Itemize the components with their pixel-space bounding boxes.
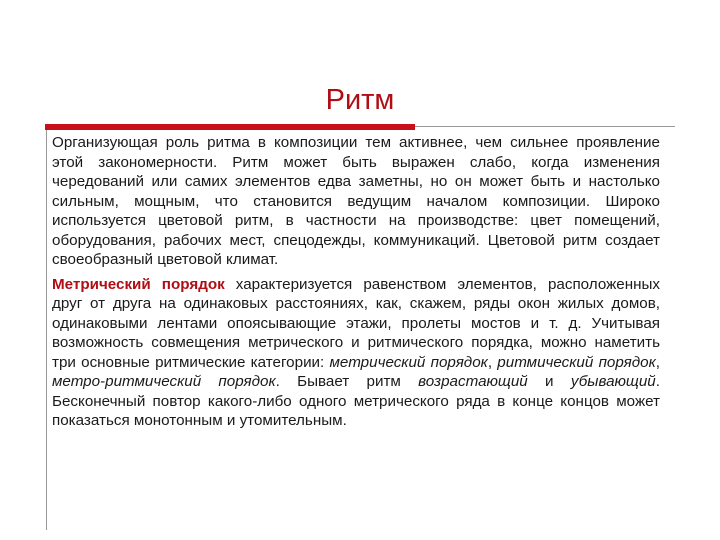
paragraph-text: и <box>527 373 571 390</box>
slide-title: Ритм <box>325 84 395 116</box>
category-metro-rhythmic: метро-ритмический порядок <box>52 373 276 390</box>
left-vertical-rule <box>46 130 47 530</box>
paragraph-text: . Бесконечный повтор какого-либо одного метрического ряда в конце концов может показаться монотонным и утомительным. <box>52 373 660 429</box>
paragraph-rhythm-intro: Организующая роль ритма в композиции тем активнее, чем сильнее проявление этой закономерности. Ритм может быть выражен слабо, когда изменения чередований или самих элементов едва заметны, но он может быть и настолько сильным, мощным, что становится ведущим началом композиции. Широко используется цветовой ритм, в частности на производстве: цвет помещений, оборудования, рабочих мест, спецодежды, коммуникаций. Цветовой ритм создает своеобразный цветовой климат. <box>52 134 660 268</box>
term-metric-order: Метрический порядок <box>52 275 225 293</box>
title-underline-accent <box>45 124 415 130</box>
separator: , <box>655 353 661 371</box>
rhythm-increasing: возрастающий <box>418 373 528 390</box>
category-metric: метрический порядок <box>329 353 488 371</box>
separator: , <box>487 353 498 371</box>
paragraph-text: характеризуется равенством элементов, расположенных друг от друга на одинаковых расстояниях, как, скажем, ряды окон жилых домов, одинаковыми лентами опоясывающие этажи, пролеты мостов и т. д. Учитывая возможность совмещения метрического и ритмического порядка, можно наметить три основные ритмические категории: <box>52 275 660 371</box>
title-underline-thin <box>415 126 675 127</box>
paragraph-text: . Бывает ритм <box>275 373 419 390</box>
rhythm-decreasing: убывающий <box>570 373 656 390</box>
paragraph-metric-order <box>52 275 660 431</box>
slide-body <box>52 133 660 431</box>
category-rhythmic: ритмический порядок <box>497 353 656 371</box>
